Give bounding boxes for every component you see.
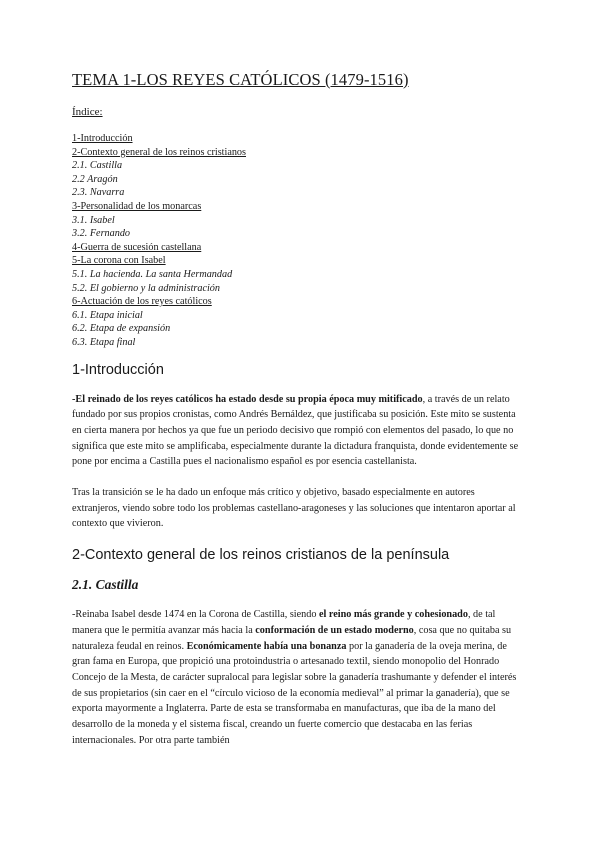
document-page (72, 70, 524, 763)
toc-item: 4-Guerra de sucesión castellana (72, 241, 202, 253)
toc-item: 3-Personalidad de los monarcas (72, 200, 202, 212)
toc-item: 5-La corona con Isabel (72, 255, 166, 267)
section-heading-contexto: 2-Contexto general de los reinos cristianos de la península (72, 547, 450, 564)
toc-subitem: 2.1. Castilla (72, 160, 123, 172)
intro-paragraph-2: Tras la transición se le ha dado un enfoque más crítico y objetivo, basado especialmente en autores extranjeros, viendo sobre todo los problemas castellano-aragoneses y las soluciones que intentaron aportar al contexto que vivieron. (72, 487, 516, 530)
toc-subitem: 5.2. El gobierno y la administración (72, 282, 220, 294)
subsection-heading-castilla: 2.1. Castilla (72, 577, 139, 593)
intro-bold-text: -El reinado de los reyes católicos ha estado desde su propia época muy mitificado (72, 393, 423, 405)
toc-subitem: 5.1. La hacienda. La santa Hermandad (72, 268, 233, 280)
toc-item: 2-Contexto general de los reinos cristianos (72, 146, 246, 158)
intro-paragraph-1 (72, 392, 524, 471)
toc-subitem: 6.1. Etapa inicial (72, 309, 143, 321)
castilla-bold-3: Económicamente había una bonanza (186, 640, 347, 652)
toc-subitem: 6.2. Etapa de expansión (72, 323, 171, 335)
document-title: TEMA 1-LOS REYES CATÓLICOS (1479-1516) (72, 70, 409, 89)
castilla-paragraph (72, 607, 524, 748)
castilla-text-1: -Reinaba Isabel desde 1474 en la Corona de Castilla, siendo (72, 609, 319, 621)
toc-subitem: 6.3. Etapa final (72, 336, 136, 348)
intro-text: , a través de un relato fundado por sus propios cronistas, como Andrés Bernáldez, que justificaba su posición. Este mito se sustenta en cierta manera por hechos ya que fue un periodo decisivo que rompió con elementos del pasado, lo que no significa que este mito se amplificaba, especialmente durante la dictadura franquista, donde evidentemente se pone por encima a Castilla pues el nacionalismo español es por esencia castellanista. (72, 393, 519, 468)
castilla-text-4: por la ganadería de la oveja merina, de gran fama en Europa, que propició una protoindustria o artesanado textil, siendo monopolio del Honrado Concejo de la Mesta, de carácter supralocal para legislar sobre la ganadería trashumante y defender el interés de sus propietarios (sin caer en el “círculo vicioso de la economía medieval” al primar la ganadería), que se exporta mayormente a Inglaterra. Parte de esta se transformaba en manufacturas, que iba de la mano del desarrollo de la moneda y el sistema fiscal, creando un fuerte comercio que destacaba en las ferias internacionales. Por otra parte también (72, 640, 517, 746)
toc-item: 1-Introducción (72, 133, 133, 144)
toc-subitem: 3.1. Isabel (72, 214, 115, 226)
table-of-contents (72, 132, 524, 350)
toc-subitem: 2.3. Navarra (72, 187, 125, 199)
toc-item: 6-Actuación de los reyes católicos (72, 296, 212, 308)
section-heading-introduccion: 1-Introducción (72, 361, 164, 378)
castilla-text-2: , de tal manera que le permitía avanzar más hacia la (72, 609, 496, 636)
toc-subitem: 2.2 Aragón (72, 173, 118, 185)
castilla-bold-1: el reino más grande y cohesionado (318, 609, 468, 621)
toc-subitem: 3.2. Fernando (72, 228, 131, 240)
castilla-text-3: , cosa que no quitaba su naturaleza feudal en reinos. (72, 624, 512, 652)
castilla-bold-2: conformación de un estado moderno (255, 624, 414, 636)
index-label: Índice: (72, 106, 103, 118)
